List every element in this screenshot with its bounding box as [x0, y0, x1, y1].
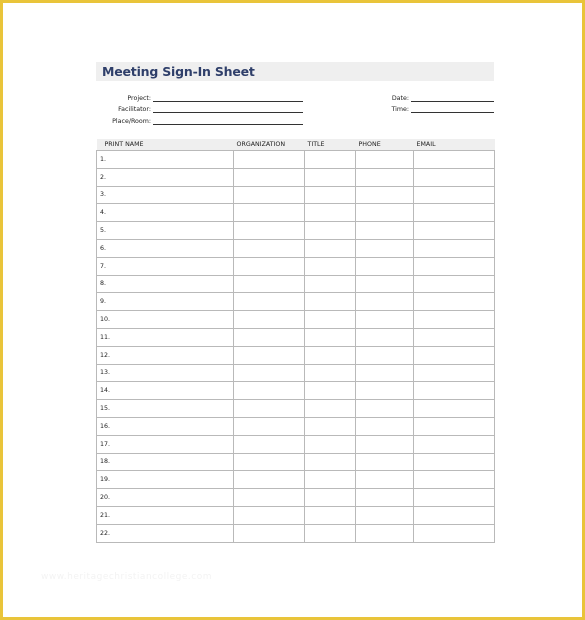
cell-email[interactable]: [414, 524, 495, 542]
row-number: 8.: [100, 280, 107, 288]
cell-email[interactable]: [414, 239, 495, 257]
cell-name[interactable]: [97, 275, 234, 293]
cell-phone[interactable]: [356, 435, 414, 453]
cell-name[interactable]: [97, 346, 234, 364]
row-number: 4.: [100, 209, 107, 217]
cell-name[interactable]: [97, 293, 234, 311]
date-label: Date:: [391, 95, 409, 102]
cell-email[interactable]: [414, 435, 495, 453]
cell-email[interactable]: [414, 382, 495, 400]
cell-name[interactable]: [97, 186, 234, 204]
cell-name[interactable]: [97, 524, 234, 542]
cell-organization[interactable]: [234, 346, 305, 364]
cell-phone[interactable]: [356, 311, 414, 329]
row-number: 3.: [100, 191, 107, 199]
table-row: [97, 151, 495, 169]
cell-title[interactable]: [305, 168, 356, 186]
cell-phone[interactable]: [356, 364, 414, 382]
cell-email[interactable]: [414, 151, 495, 169]
project-line[interactable]: [153, 93, 303, 102]
cell-name[interactable]: [97, 453, 234, 471]
row-number: 19.: [100, 476, 111, 484]
cell-title[interactable]: [305, 524, 356, 542]
cell-email[interactable]: [414, 489, 495, 507]
cell-title[interactable]: [305, 293, 356, 311]
row-number: 11.: [100, 333, 111, 341]
cell-name[interactable]: [97, 364, 234, 382]
project-field[interactable]: [96, 91, 303, 102]
cell-name[interactable]: [97, 204, 234, 222]
cell-organization[interactable]: [234, 168, 305, 186]
row-number: 10.: [100, 316, 111, 324]
cell-organization[interactable]: [234, 435, 305, 453]
row-number: 15.: [100, 405, 111, 413]
cell-name[interactable]: [97, 471, 234, 489]
title-bar: [96, 62, 494, 81]
cell-email[interactable]: [414, 186, 495, 204]
cell-title[interactable]: [305, 346, 356, 364]
row-number: 22.: [100, 529, 111, 537]
cell-phone[interactable]: [356, 489, 414, 507]
cell-title[interactable]: [305, 151, 356, 169]
row-number: 5.: [100, 227, 107, 235]
cell-title[interactable]: [305, 453, 356, 471]
row-number: 18.: [100, 458, 111, 466]
column-header-email: EMAIL: [414, 139, 495, 151]
row-number: 20.: [100, 494, 111, 502]
cell-title[interactable]: [305, 489, 356, 507]
table-row: [97, 453, 495, 471]
table-header-row: [97, 139, 495, 151]
cell-email[interactable]: [414, 328, 495, 346]
sign-in-sheet: [96, 62, 494, 537]
cell-organization[interactable]: [234, 257, 305, 275]
row-number: 6.: [100, 244, 107, 252]
sheet-title: Meeting Sign-In Sheet: [102, 64, 255, 79]
date-field[interactable]: [364, 91, 494, 102]
cell-email[interactable]: [414, 417, 495, 435]
project-label: Project:: [127, 95, 151, 102]
cell-organization[interactable]: [234, 382, 305, 400]
cell-name[interactable]: [97, 435, 234, 453]
cell-organization[interactable]: [234, 489, 305, 507]
column-header-title: TITLE: [305, 139, 356, 151]
cell-title[interactable]: [305, 506, 356, 524]
cell-title[interactable]: [305, 328, 356, 346]
cell-title[interactable]: [305, 311, 356, 329]
cell-organization[interactable]: [234, 186, 305, 204]
cell-phone[interactable]: [356, 168, 414, 186]
cell-name[interactable]: [97, 239, 234, 257]
cell-title[interactable]: [305, 417, 356, 435]
cell-email[interactable]: [414, 364, 495, 382]
table-row: [97, 524, 495, 542]
cell-organization[interactable]: [234, 293, 305, 311]
cell-phone[interactable]: [356, 417, 414, 435]
cell-email[interactable]: [414, 275, 495, 293]
cell-phone[interactable]: [356, 239, 414, 257]
cell-organization[interactable]: [234, 328, 305, 346]
place-room-line[interactable]: [153, 116, 303, 125]
cell-phone[interactable]: [356, 453, 414, 471]
cell-name[interactable]: [97, 222, 234, 240]
cell-organization[interactable]: [234, 506, 305, 524]
cell-email[interactable]: [414, 453, 495, 471]
place-room-field[interactable]: [96, 114, 303, 125]
cell-phone[interactable]: [356, 524, 414, 542]
cell-title[interactable]: [305, 186, 356, 204]
table-row: [97, 382, 495, 400]
table-row: [97, 417, 495, 435]
table-body: [97, 151, 495, 543]
row-number: 1.: [100, 155, 107, 163]
cell-organization[interactable]: [234, 151, 305, 169]
cell-title[interactable]: [305, 275, 356, 293]
cell-organization[interactable]: [234, 524, 305, 542]
row-number: 14.: [100, 387, 111, 395]
cell-email[interactable]: [414, 400, 495, 418]
cell-title[interactable]: [305, 222, 356, 240]
time-line[interactable]: [411, 104, 494, 113]
cell-email[interactable]: [414, 471, 495, 489]
facilitator-field[interactable]: [96, 102, 303, 113]
table-row: [97, 328, 495, 346]
row-number: 2.: [100, 173, 107, 181]
table-row: [97, 346, 495, 364]
cell-name[interactable]: [97, 489, 234, 507]
cell-organization[interactable]: [234, 204, 305, 222]
cell-name[interactable]: [97, 400, 234, 418]
cell-organization[interactable]: [234, 275, 305, 293]
cell-email[interactable]: [414, 506, 495, 524]
cell-phone[interactable]: [356, 222, 414, 240]
row-number: 7.: [100, 262, 107, 270]
cell-name[interactable]: [97, 257, 234, 275]
cell-name[interactable]: [97, 506, 234, 524]
header-fields: [96, 91, 494, 135]
cell-title[interactable]: [305, 471, 356, 489]
table-row: [97, 489, 495, 507]
cell-name[interactable]: [97, 417, 234, 435]
time-label: Time:: [391, 106, 409, 113]
row-number: 13.: [100, 369, 111, 377]
cell-title[interactable]: [305, 204, 356, 222]
cell-phone[interactable]: [356, 382, 414, 400]
cell-organization[interactable]: [234, 453, 305, 471]
cell-organization[interactable]: [234, 311, 305, 329]
cell-title[interactable]: [305, 257, 356, 275]
table-row: [97, 506, 495, 524]
table-row: [97, 257, 495, 275]
table-row: [97, 222, 495, 240]
table-row: [97, 435, 495, 453]
table-row: [97, 364, 495, 382]
cell-phone[interactable]: [356, 400, 414, 418]
row-number: 16.: [100, 422, 111, 430]
cell-organization[interactable]: [234, 417, 305, 435]
table-row: [97, 311, 495, 329]
watermark-text: www.heritagechristiancollege.com: [41, 572, 212, 582]
cell-organization[interactable]: [234, 364, 305, 382]
cell-phone[interactable]: [356, 293, 414, 311]
table-row: [97, 293, 495, 311]
cell-name[interactable]: [97, 328, 234, 346]
cell-email[interactable]: [414, 204, 495, 222]
table-row: [97, 471, 495, 489]
time-field[interactable]: [364, 102, 494, 113]
row-number: 21.: [100, 511, 111, 519]
facilitator-label: Facilitator:: [118, 106, 151, 113]
cell-email[interactable]: [414, 222, 495, 240]
cell-phone[interactable]: [356, 186, 414, 204]
cell-email[interactable]: [414, 346, 495, 364]
cell-name[interactable]: [97, 151, 234, 169]
cell-organization[interactable]: [234, 471, 305, 489]
cell-email[interactable]: [414, 257, 495, 275]
table-row: [97, 239, 495, 257]
column-header-phone: PHONE: [356, 139, 414, 151]
cell-email[interactable]: [414, 311, 495, 329]
table-row: [97, 168, 495, 186]
cell-organization[interactable]: [234, 239, 305, 257]
sign-in-table-wrap: [96, 139, 494, 543]
cell-email[interactable]: [414, 168, 495, 186]
facilitator-line[interactable]: [153, 104, 303, 113]
row-number: 9.: [100, 298, 107, 306]
table-row: [97, 186, 495, 204]
table-row: [97, 204, 495, 222]
table-row: [97, 275, 495, 293]
cell-title[interactable]: [305, 382, 356, 400]
date-line[interactable]: [411, 93, 494, 102]
cell-email[interactable]: [414, 293, 495, 311]
place-room-label: Place/Room:: [112, 118, 151, 125]
cell-phone[interactable]: [356, 275, 414, 293]
cell-title[interactable]: [305, 364, 356, 382]
cell-name[interactable]: [97, 382, 234, 400]
cell-phone[interactable]: [356, 151, 414, 169]
cell-phone[interactable]: [356, 204, 414, 222]
cell-name[interactable]: [97, 311, 234, 329]
sign-in-table: [96, 139, 495, 543]
column-header-print-name: PRINT NAME: [97, 139, 234, 151]
cell-organization[interactable]: [234, 222, 305, 240]
cell-phone[interactable]: [356, 328, 414, 346]
row-number: 12.: [100, 351, 111, 359]
table-row: [97, 400, 495, 418]
cell-title[interactable]: [305, 239, 356, 257]
cell-phone[interactable]: [356, 257, 414, 275]
cell-organization[interactable]: [234, 400, 305, 418]
row-number: 17.: [100, 440, 111, 448]
cell-name[interactable]: [97, 168, 234, 186]
cell-phone[interactable]: [356, 471, 414, 489]
cell-title[interactable]: [305, 400, 356, 418]
cell-title[interactable]: [305, 435, 356, 453]
cell-phone[interactable]: [356, 346, 414, 364]
cell-phone[interactable]: [356, 506, 414, 524]
column-header-organization: ORGANIZATION: [234, 139, 305, 151]
